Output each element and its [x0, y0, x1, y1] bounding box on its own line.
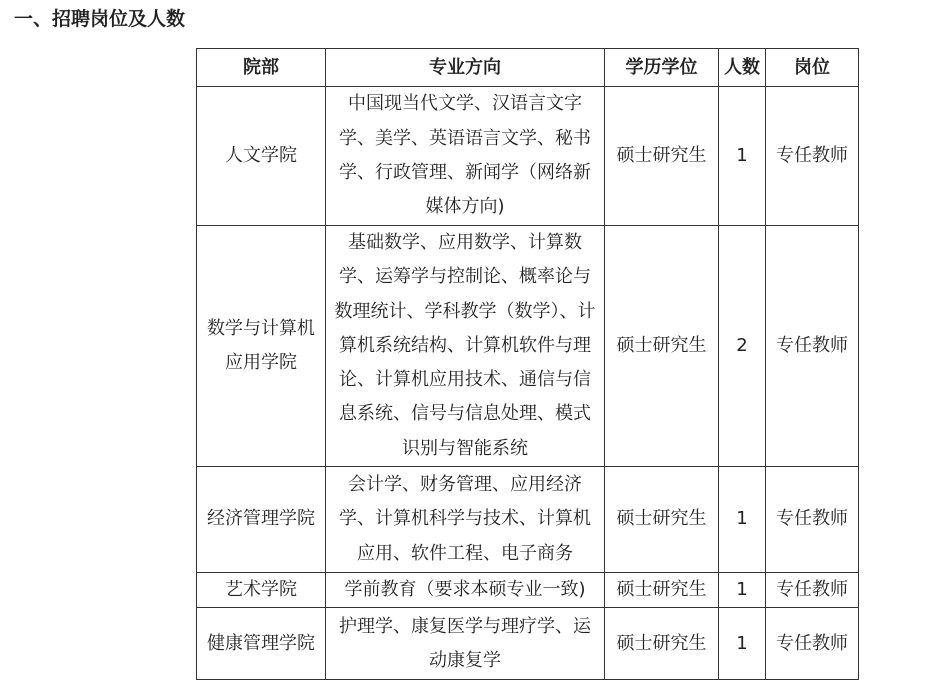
cell-post: 专任教师 [766, 573, 859, 608]
table-row [197, 467, 859, 573]
cell-dept: 艺术学院 [197, 573, 326, 608]
cell-dept: 数学与计算机应用学院 [197, 226, 326, 467]
cell-post: 专任教师 [766, 87, 859, 226]
cell-dept: 人文学院 [197, 87, 326, 226]
section-title: 一、招聘岗位及人数 [14, 8, 186, 30]
cell-post: 专任教师 [766, 226, 859, 467]
header-degree: 学历学位 [605, 49, 719, 87]
cell-count: 1 [719, 467, 766, 573]
cell-degree: 硕士研究生 [605, 467, 719, 573]
cell-major: 护理学、康复医学与理疗学、运动康复学 [326, 608, 605, 680]
table-row [197, 226, 859, 467]
header-post: 岗位 [766, 49, 859, 87]
cell-degree: 硕士研究生 [605, 573, 719, 608]
cell-count: 2 [719, 226, 766, 467]
cell-major: 中国现当代文学、汉语言文字学、美学、英语语言文学、秘书学、行政管理、新闻学（网络新媒体方向) [326, 87, 605, 226]
cell-major: 会计学、财务管理、应用经济学、计算机科学与技术、计算机应用、软件工程、电子商务 [326, 467, 605, 573]
header-dept: 院部 [197, 49, 326, 87]
cell-degree: 硕士研究生 [605, 87, 719, 226]
table-header-row [197, 49, 859, 87]
header-major: 专业方向 [326, 49, 605, 87]
cell-dept: 经济管理学院 [197, 467, 326, 573]
cell-degree: 硕士研究生 [605, 226, 719, 467]
cell-post: 专任教师 [766, 467, 859, 573]
cell-major: 基础数学、应用数学、计算数学、运筹学与控制论、概率论与数理统计、学科教学（数学）、计算机系统结构、计算机软件与理论、计算机应用技术、通信与信息系统、信号与信息处理、模式识别与智能系统 [326, 226, 605, 467]
cell-degree: 硕士研究生 [605, 608, 719, 680]
header-count: 人数 [719, 49, 766, 87]
cell-count: 1 [719, 573, 766, 608]
cell-count: 1 [719, 608, 766, 680]
table-row [197, 87, 859, 226]
cell-count: 1 [719, 87, 766, 226]
cell-post: 专任教师 [766, 608, 859, 680]
recruitment-table [196, 48, 859, 680]
table-row [197, 573, 859, 608]
cell-dept: 健康管理学院 [197, 608, 326, 680]
cell-major: 学前教育（要求本硕专业一致) [326, 573, 605, 608]
table-row [197, 608, 859, 680]
